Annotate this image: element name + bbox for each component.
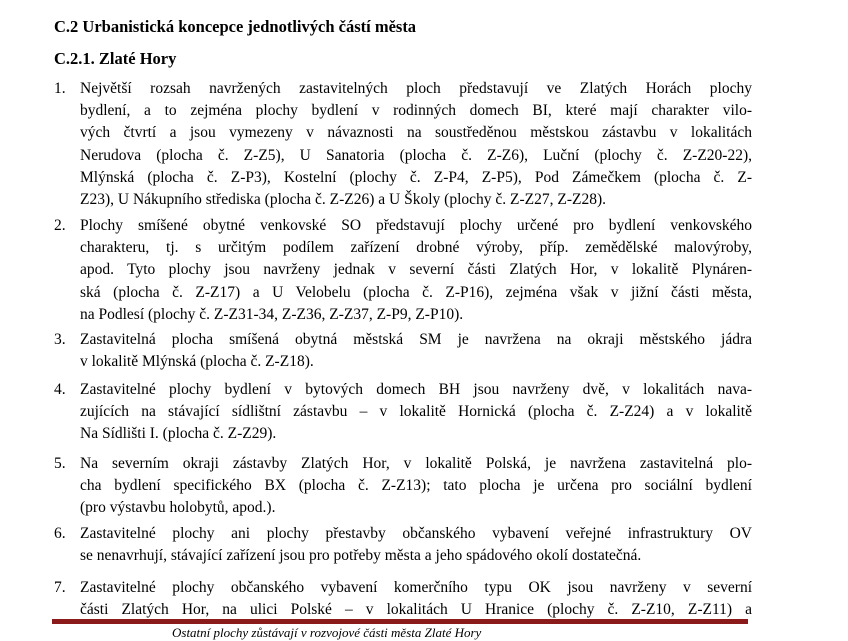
text-line: Na Sídlišti I. (plocha č. Z-Z29).: [80, 425, 277, 443]
text-line: ská (plocha č. Z-Z17) a U Velobelu (plocha č. Z-P16), zejména však v jižní části města,: [80, 283, 752, 301]
text-line: vých čtvrtí a jsou vymezeny v návaznosti na soustředěnou městskou zástavbu v lokalitách: [80, 124, 752, 142]
text-line: Nerudova (plocha č. Z-Z5), U Sanatoria (plocha č. Z-Z6), Luční (plochy č. Z-Z20-22),: [80, 146, 752, 164]
text-line: Zastavitelné plochy bydlení v bytových domech BH jsou navrženy dvě, v lokalitách nava-: [80, 381, 752, 398]
list-item-number: 6.: [54, 525, 66, 542]
text-line: v lokalitě Mlýnská (plocha č. Z-Z18).: [80, 353, 314, 371]
text-line: Zastavitelné plochy ani plochy přestavby občanského vybavení veřejné infrastruktury OV: [80, 525, 752, 542]
text-line: cha bydlení specifického BX (plocha č. Z-Z13); tato plocha je určena pro sociální bydlení: [80, 477, 752, 495]
footer-text: Ostatní plochy zůstávají v rozvojové části města Zlaté Hory: [172, 625, 482, 640]
text-line: zujících na stávající sídlištní zástavbu – v lokalitě Hornická (plocha č. Z-Z24) a v lokalitě: [80, 403, 752, 421]
section-title: C.2 Urbanistická koncepce jednotlivých částí města: [54, 17, 417, 36]
text-line: Z23), U Nákupního střediska (plocha č. Z-Z26) a U Školy (plochy č. Z-Z27, Z-Z28).: [80, 190, 607, 208]
list-item-text: [80, 379, 752, 446]
text-line: Zastavitelná plocha smíšená obytná městská SM je navržena na okraji městského jádra: [80, 331, 752, 348]
list-item-text: [80, 78, 752, 211]
text-line: apod. Tyto plochy jsou navrženy jednak v severní části Zlatých Hor, v lokalitě Plynáren-: [80, 261, 752, 279]
list-item-text: [80, 577, 752, 621]
text-line: Na severním okraji zástavby Zlatých Hor, v lokalitě Polská, je navržena zastavitelná plo-: [80, 455, 752, 472]
subsection-title: C.2.1. Zlaté Hory: [54, 49, 177, 68]
text-line: Mlýnská (plocha č. Z-P3), Kostelní (plochy č. Z-P4, Z-P5), Pod Zámečkem (plocha č. Z-: [80, 168, 752, 186]
text-line: Zastavitelné plochy občanského vybavení komerčního typu OK jsou navrženy v severní: [80, 579, 752, 596]
list-item-text: [80, 329, 752, 373]
list-item-number: 7.: [54, 579, 66, 596]
list-item-number: 2.: [54, 217, 66, 234]
list-item-number: 1.: [54, 80, 66, 97]
text-line: části Zlatých Hor, na ulici Polské – v lokalitách U Hranice (plochy č. Z-Z10, Z-Z11) a: [80, 601, 752, 619]
text-line: Největší rozsah navržených zastavitelných ploch představují ve Zlatých Horách plochy: [80, 80, 752, 97]
page-separator-rule: [52, 619, 748, 624]
text-line: bydlení, a to zejména plochy bydlení v rodinných domech BI, které mají charakter vilo-: [80, 102, 752, 120]
list-item-text: [80, 453, 752, 520]
text-line: charakteru, tj. s určitým podílem zařízení drobné výroby, příp. zemědělské malovýroby,: [80, 239, 752, 257]
list-item-text: [80, 215, 752, 326]
text-line: (pro výstavbu holobytů, apod.).: [80, 499, 276, 517]
text-line: na Podlesí (plochy č. Z-Z31-34, Z-Z36, Z-Z37, Z-P9, Z-P10).: [80, 305, 464, 323]
text-line: Plochy smíšené obytné venkovské SO představují plochy určené pro bydlení venkovského: [80, 217, 752, 234]
list-item-number: 5.: [54, 455, 66, 472]
list-item-number: 3.: [54, 331, 66, 348]
list-item-text: [80, 523, 752, 567]
list-item-number: 4.: [54, 381, 66, 398]
text-line: se nenavrhují, stávající zařízení jsou pro potřeby města a jeho spádového okolí dostatečná.: [80, 547, 642, 565]
